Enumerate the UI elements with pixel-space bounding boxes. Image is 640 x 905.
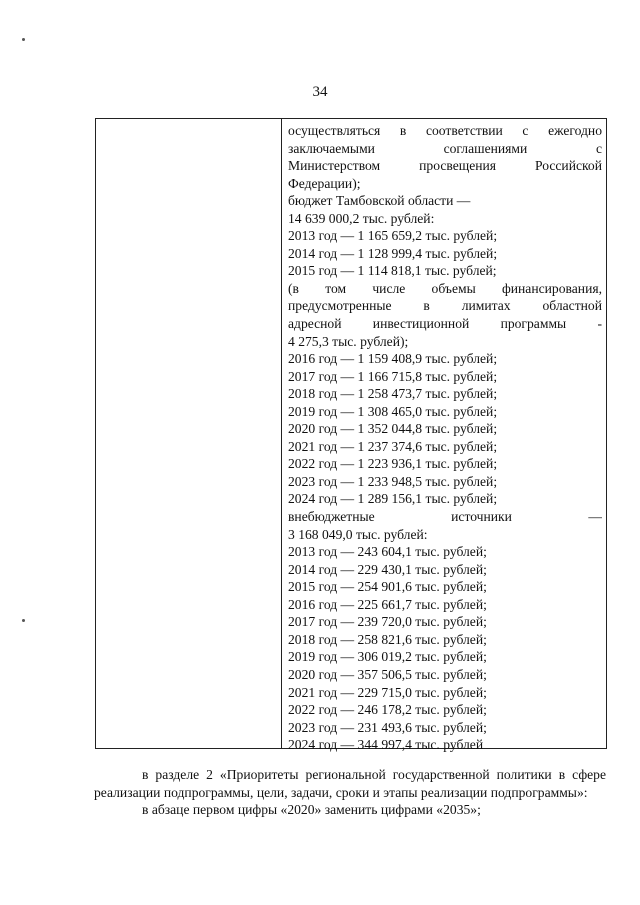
table-line: 2018 год — 258 821,6 тыс. рублей; [288,631,487,647]
table-line: 2020 год — 1 352 044,8 тыс. рублей; [288,421,498,437]
table-line: предусмотренные в лимитах областной [288,298,602,314]
table-line: 2015 год — 254 901,6 тыс. рублей; [288,579,487,595]
table-line: бюджет Тамбовской области — [288,193,471,209]
table-line: 2023 год — 231 493,6 тыс. рублей; [288,719,487,735]
table-line: 4 275,3 тыс. рублей); [288,333,409,349]
table-line: 2019 год — 1 308 465,0 тыс. рублей; [288,403,498,419]
table-line: 2014 год — 1 128 999,4 тыс. рублей; [288,245,498,261]
table-line: 2021 год — 229 715,0 тыс. рублей; [288,684,487,700]
table-line: 2013 год — 1 165 659,2 тыс. рублей; [288,228,498,244]
amendment-paragraph-section-2: в разделе 2 «Приоритеты региональной государственной политики в сфере реализации подпрограммы, цели, задачи, сроки и этапы реализации подпрограммы»: [94,767,606,800]
table-line: Министерством просвещения Российской [288,158,602,174]
table-line: 2013 год — 243 604,1 тыс. рублей; [288,544,487,560]
table-line: 2024 год — 344 997,4 тыс. рублей [288,737,484,753]
amendments-text [94,766,606,819]
table-line: 2019 год — 306 019,2 тыс. рублей; [288,649,487,665]
table-right-cell [282,119,606,753]
table-line: 2024 год — 1 289 156,1 тыс. рублей; [288,491,498,507]
table-line: 2022 год — 1 223 936,1 тыс. рублей; [288,456,498,472]
table-line: 2020 год — 357 506,5 тыс. рублей; [288,666,487,682]
table-line: 2017 год — 1 166 715,8 тыс. рублей; [288,368,498,384]
table-line: заключаемыми соглашениями с [288,140,602,156]
amendment-paragraph-first-abzac: в абзаце первом цифры «2020» заменить цифрами «2035»; [142,802,481,817]
scan-mark-left-top [22,38,25,41]
table-left-cell [96,119,282,748]
table-line: 2018 год — 1 258 473,7 тыс. рублей; [288,386,498,402]
page-number: 34 [312,84,328,100]
table-line: адресной инвестиционной программы - [288,316,602,332]
table-line: (в том числе объемы финансирования, [288,280,602,296]
table-line: 3 168 049,0 тыс. рублей: [288,526,428,542]
table-line: 2021 год — 1 237 374,6 тыс. рублей; [288,438,498,454]
table-line: 14 639 000,2 тыс. рублей: [288,210,435,226]
table-line: 2015 год — 1 114 818,1 тыс. рублей; [288,263,497,279]
financing-table [95,118,607,753]
table-line: 2014 год — 229 430,1 тыс. рублей; [288,561,487,577]
table-line: 2016 год — 1 159 408,9 тыс. рублей; [288,351,498,367]
table-line: осуществляться в соответствии с ежегодно [288,123,602,138]
table-line: 2022 год — 246 178,2 тыс. рублей; [288,702,487,718]
table-line: 2023 год — 1 233 948,5 тыс. рублей; [288,473,498,489]
table-line: Федерации); [288,175,361,191]
table-line: внебюджетные источники — [288,509,602,525]
table-line: 2016 год — 225 661,7 тыс. рублей; [288,596,487,612]
scan-mark-left-bottom [22,619,25,622]
table-line: 2017 год — 239 720,0 тыс. рублей; [288,614,487,630]
